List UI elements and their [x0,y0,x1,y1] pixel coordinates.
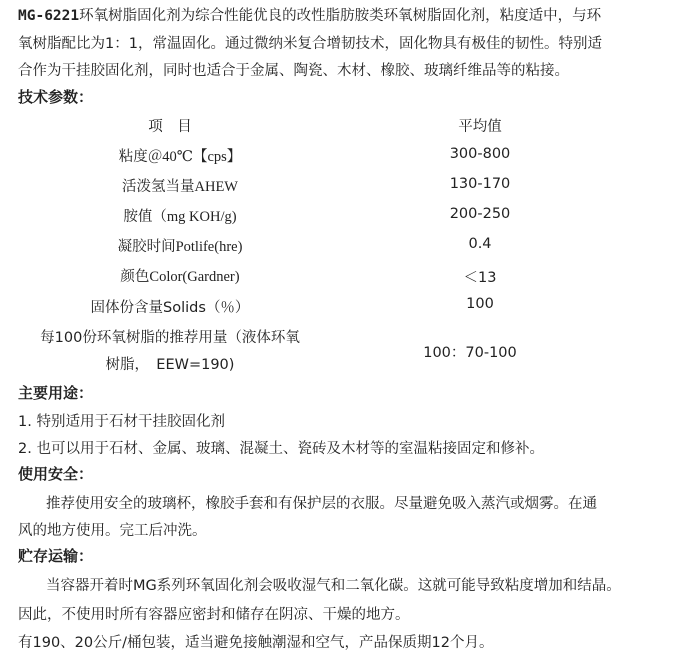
param-value: 100：70-100 [423,345,517,361]
param-name: 活泼氢当量AHEW [122,179,238,195]
param-name-line2: 树脂， EEW=190) [105,357,235,373]
param-value: 0.4 [468,236,492,252]
col-header-avg: 平均值 [458,119,502,135]
col-header-item: 项 目 [148,119,192,135]
intro-line-1-text: 环氧树脂固化剂为综合性能优良的改性脂肪胺类环氧树脂固化剂，粘度适中，与环 [79,8,602,24]
param-name: 固体份含量Solids（％） [90,300,250,316]
intro-line-2: 氧树脂配比为1：1，常温固化。通过微纳米复合增韧技术，固化物具有极佳的韧性。特别适 [18,36,602,52]
param-name: 凝胶时间Potlife(hre) [117,239,243,255]
param-name: 颜色Color(Gardner) [120,269,240,285]
safety-line-2: 风的地方使用。完工后冲洗。 [18,523,207,539]
product-code: MG-6221 [18,8,80,24]
tech-heading: 技术参数： [18,88,94,106]
usage-item: 2. 也可以用于石材、金属、玻璃、混凝土、瓷砖及木材等的室温粘接固定和修补。 [18,441,544,457]
intro-line-1 [18,4,601,25]
param-name: 粘度＠40℃【cps】 [118,149,242,165]
storage-line-1: 当容器开着时MG系列环氧固化剂会吸收湿气和二氧化碳。这就可能导致粘度增加和结晶。 [46,578,621,594]
param-value: 130-170 [449,176,511,192]
param-value: 200-250 [449,206,511,222]
storage-line-3: 有190、20公斤/桶包装，适当避免接触潮湿和空气，产品保质期12个月。 [18,635,494,651]
param-name: 胺值（mg KOH/g) [123,209,237,225]
param-value: ＜13 [463,270,497,286]
safety-heading: 使用安全： [18,465,94,483]
usage-item: 1. 特别适用于石材干挂胶固化剂 [18,414,225,430]
safety-line-1: 推荐使用安全的玻璃杯，橡胶手套和有保护层的衣服。尽量避免吸入蒸汽或烟雾。在通 [46,496,597,512]
param-value: 100 [466,296,494,312]
param-name: 每100份环氧树脂的推荐用量（液体环氧 [40,330,300,346]
param-value: 300-800 [449,146,511,162]
storage-line-2: 因此，不使用时所有容器应密封和储存在阴凉、干燥的地方。 [18,607,410,623]
storage-heading: 贮存运输： [18,547,94,565]
intro-line-3: 合作为干挂胶固化剂，同时也适合于金属、陶瓷、木材、橡胶、玻璃纤维品等的粘接。 [18,63,569,79]
usage-heading: 主要用途： [18,384,94,402]
